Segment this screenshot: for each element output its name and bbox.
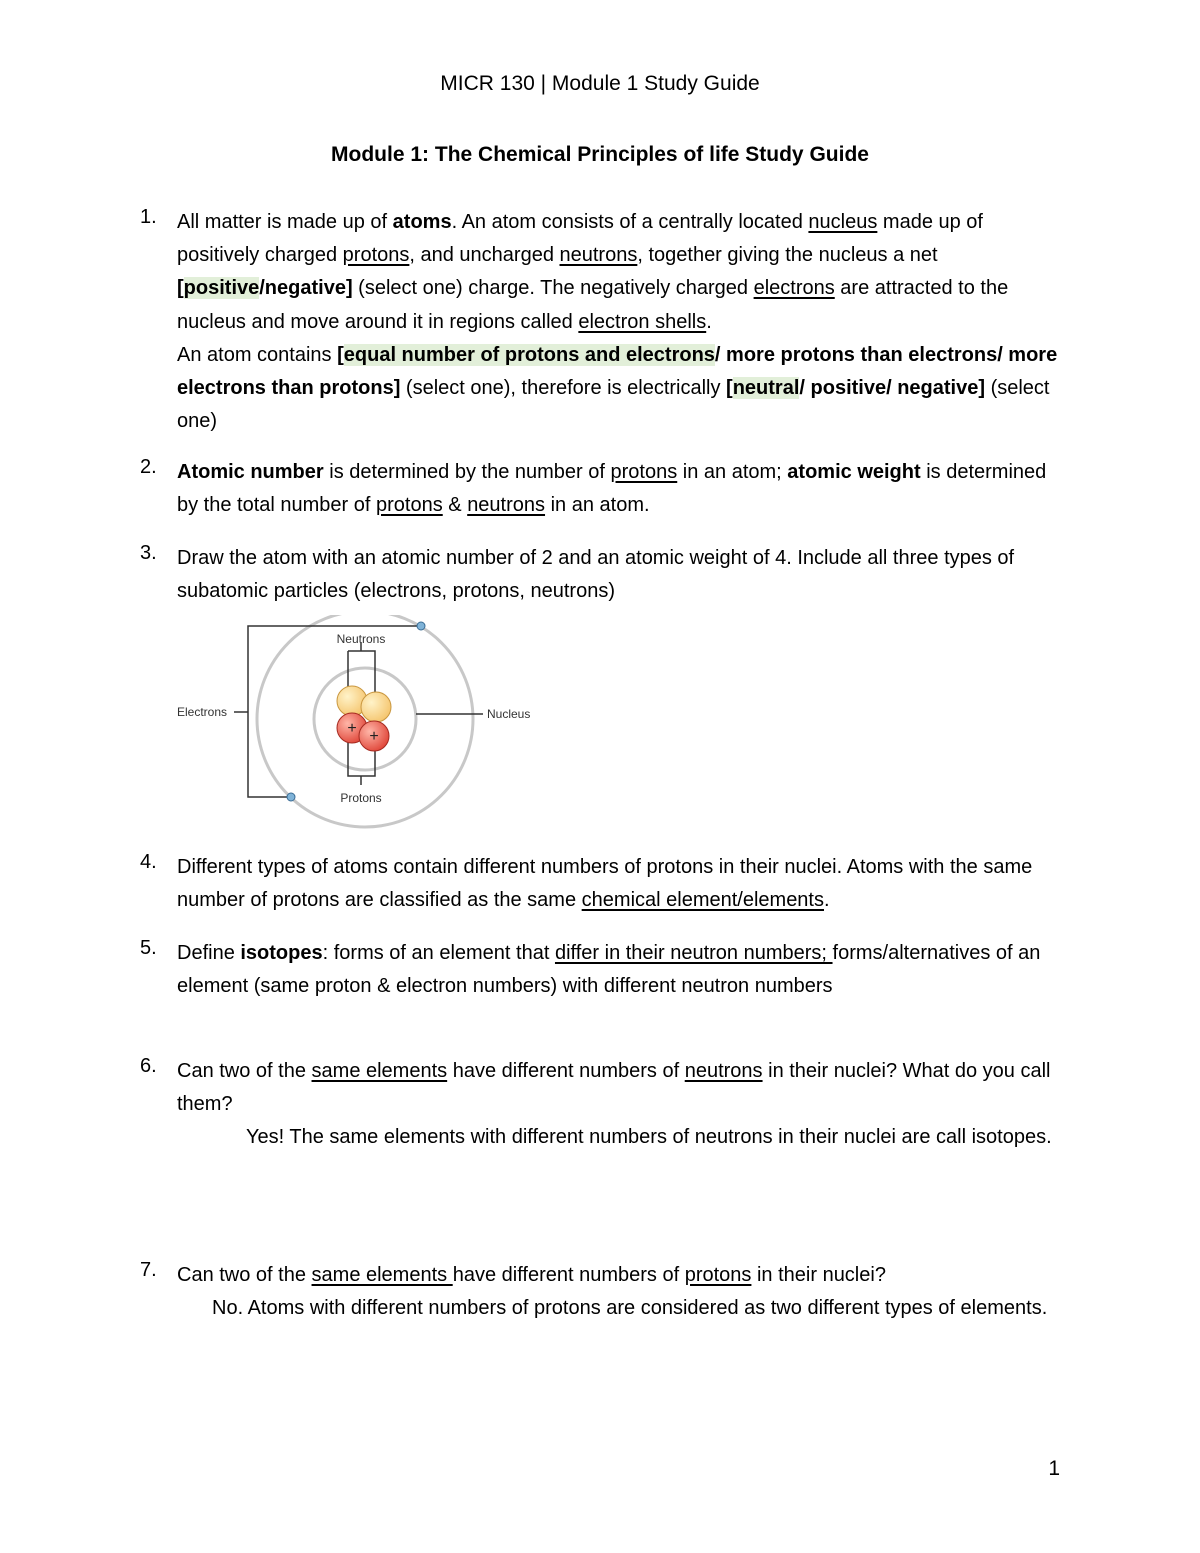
answer-highlight: neutral xyxy=(732,377,800,400)
q4-number: 4. xyxy=(140,851,157,873)
q4-text: Different types of atoms contain different numbers of protons in their nuclei. Atoms with the same number of protons are classified as the same chemical element/elements. xyxy=(177,856,1033,912)
atom-diagram xyxy=(170,615,550,835)
q5-number: 5. xyxy=(140,937,157,959)
q3-text: Draw the atom with an atomic number of 2 and an atomic weight of 4. Include all three types of subatomic particles (electrons, protons, neutrons) xyxy=(177,547,1015,603)
page-number: 1 xyxy=(1048,1457,1060,1480)
page-title: Module 1: The Chemical Principles of life Study Guide xyxy=(331,143,869,166)
q7-number: 7. xyxy=(140,1259,157,1281)
q6-number: 6. xyxy=(140,1055,157,1077)
q7-text: Can two of the same elements have different numbers of protons in their nuclei? xyxy=(177,1264,886,1286)
q3-number: 3. xyxy=(140,542,157,564)
q2-number: 2. xyxy=(140,456,157,478)
q6-answer: Yes! The same elements with different numbers of neutrons in their nuclei are call isotopes. xyxy=(246,1126,1052,1148)
q2-text: Atomic number is determined by the number of protons in an atom; atomic weight is determined by the total number of protons & neutrons in an atom. xyxy=(177,461,1047,517)
q5-text: Define isotopes: forms of an element that differ in their neutron numbers; forms/alternatives of an element (same proton & electron numbers) with different neutron numbers xyxy=(177,942,1041,998)
answer-highlight: equal number of protons and electrons xyxy=(343,343,715,366)
neutrons-label: Neutrons xyxy=(336,632,386,646)
electron xyxy=(417,622,425,630)
electrons-label: Electrons xyxy=(177,705,228,719)
neutron xyxy=(361,692,391,722)
answer-highlight: positive xyxy=(183,277,260,300)
protons-label: Protons xyxy=(340,791,382,805)
electrons-bracket xyxy=(248,626,421,797)
q7-answer: No. Atoms with different numbers of protons are considered as two different types of elements. xyxy=(212,1297,1048,1319)
q6-text: Can two of the same elements have different numbers of neutrons in their nuclei? What do you call them? xyxy=(177,1060,1051,1116)
proton-plus-sign: + xyxy=(369,728,379,745)
proton-plus-sign: + xyxy=(347,720,357,737)
electron xyxy=(287,793,295,801)
q1-number: 1. xyxy=(140,206,157,228)
q1-text: All matter is made up of atoms. An atom consists of a centrally located nucleus made up of positively charged protons, and uncharged neutrons, together giving the nucleus a net [positive/negative] (select one) charge. The negatively charged electrons are attracted to the nucleus and move around it in regions called electron shells. An atom contains [equal number of protons and electrons/ more protons than electrons/ more electrons than protons] (select one), therefore is electrically [neutral/ positive/ negative] (select one) xyxy=(177,211,1058,433)
nucleus-ring xyxy=(314,668,416,770)
nucleus-label: Nucleus xyxy=(487,707,531,721)
page-header: MICR 130 | Module 1 Study Guide xyxy=(440,72,760,95)
